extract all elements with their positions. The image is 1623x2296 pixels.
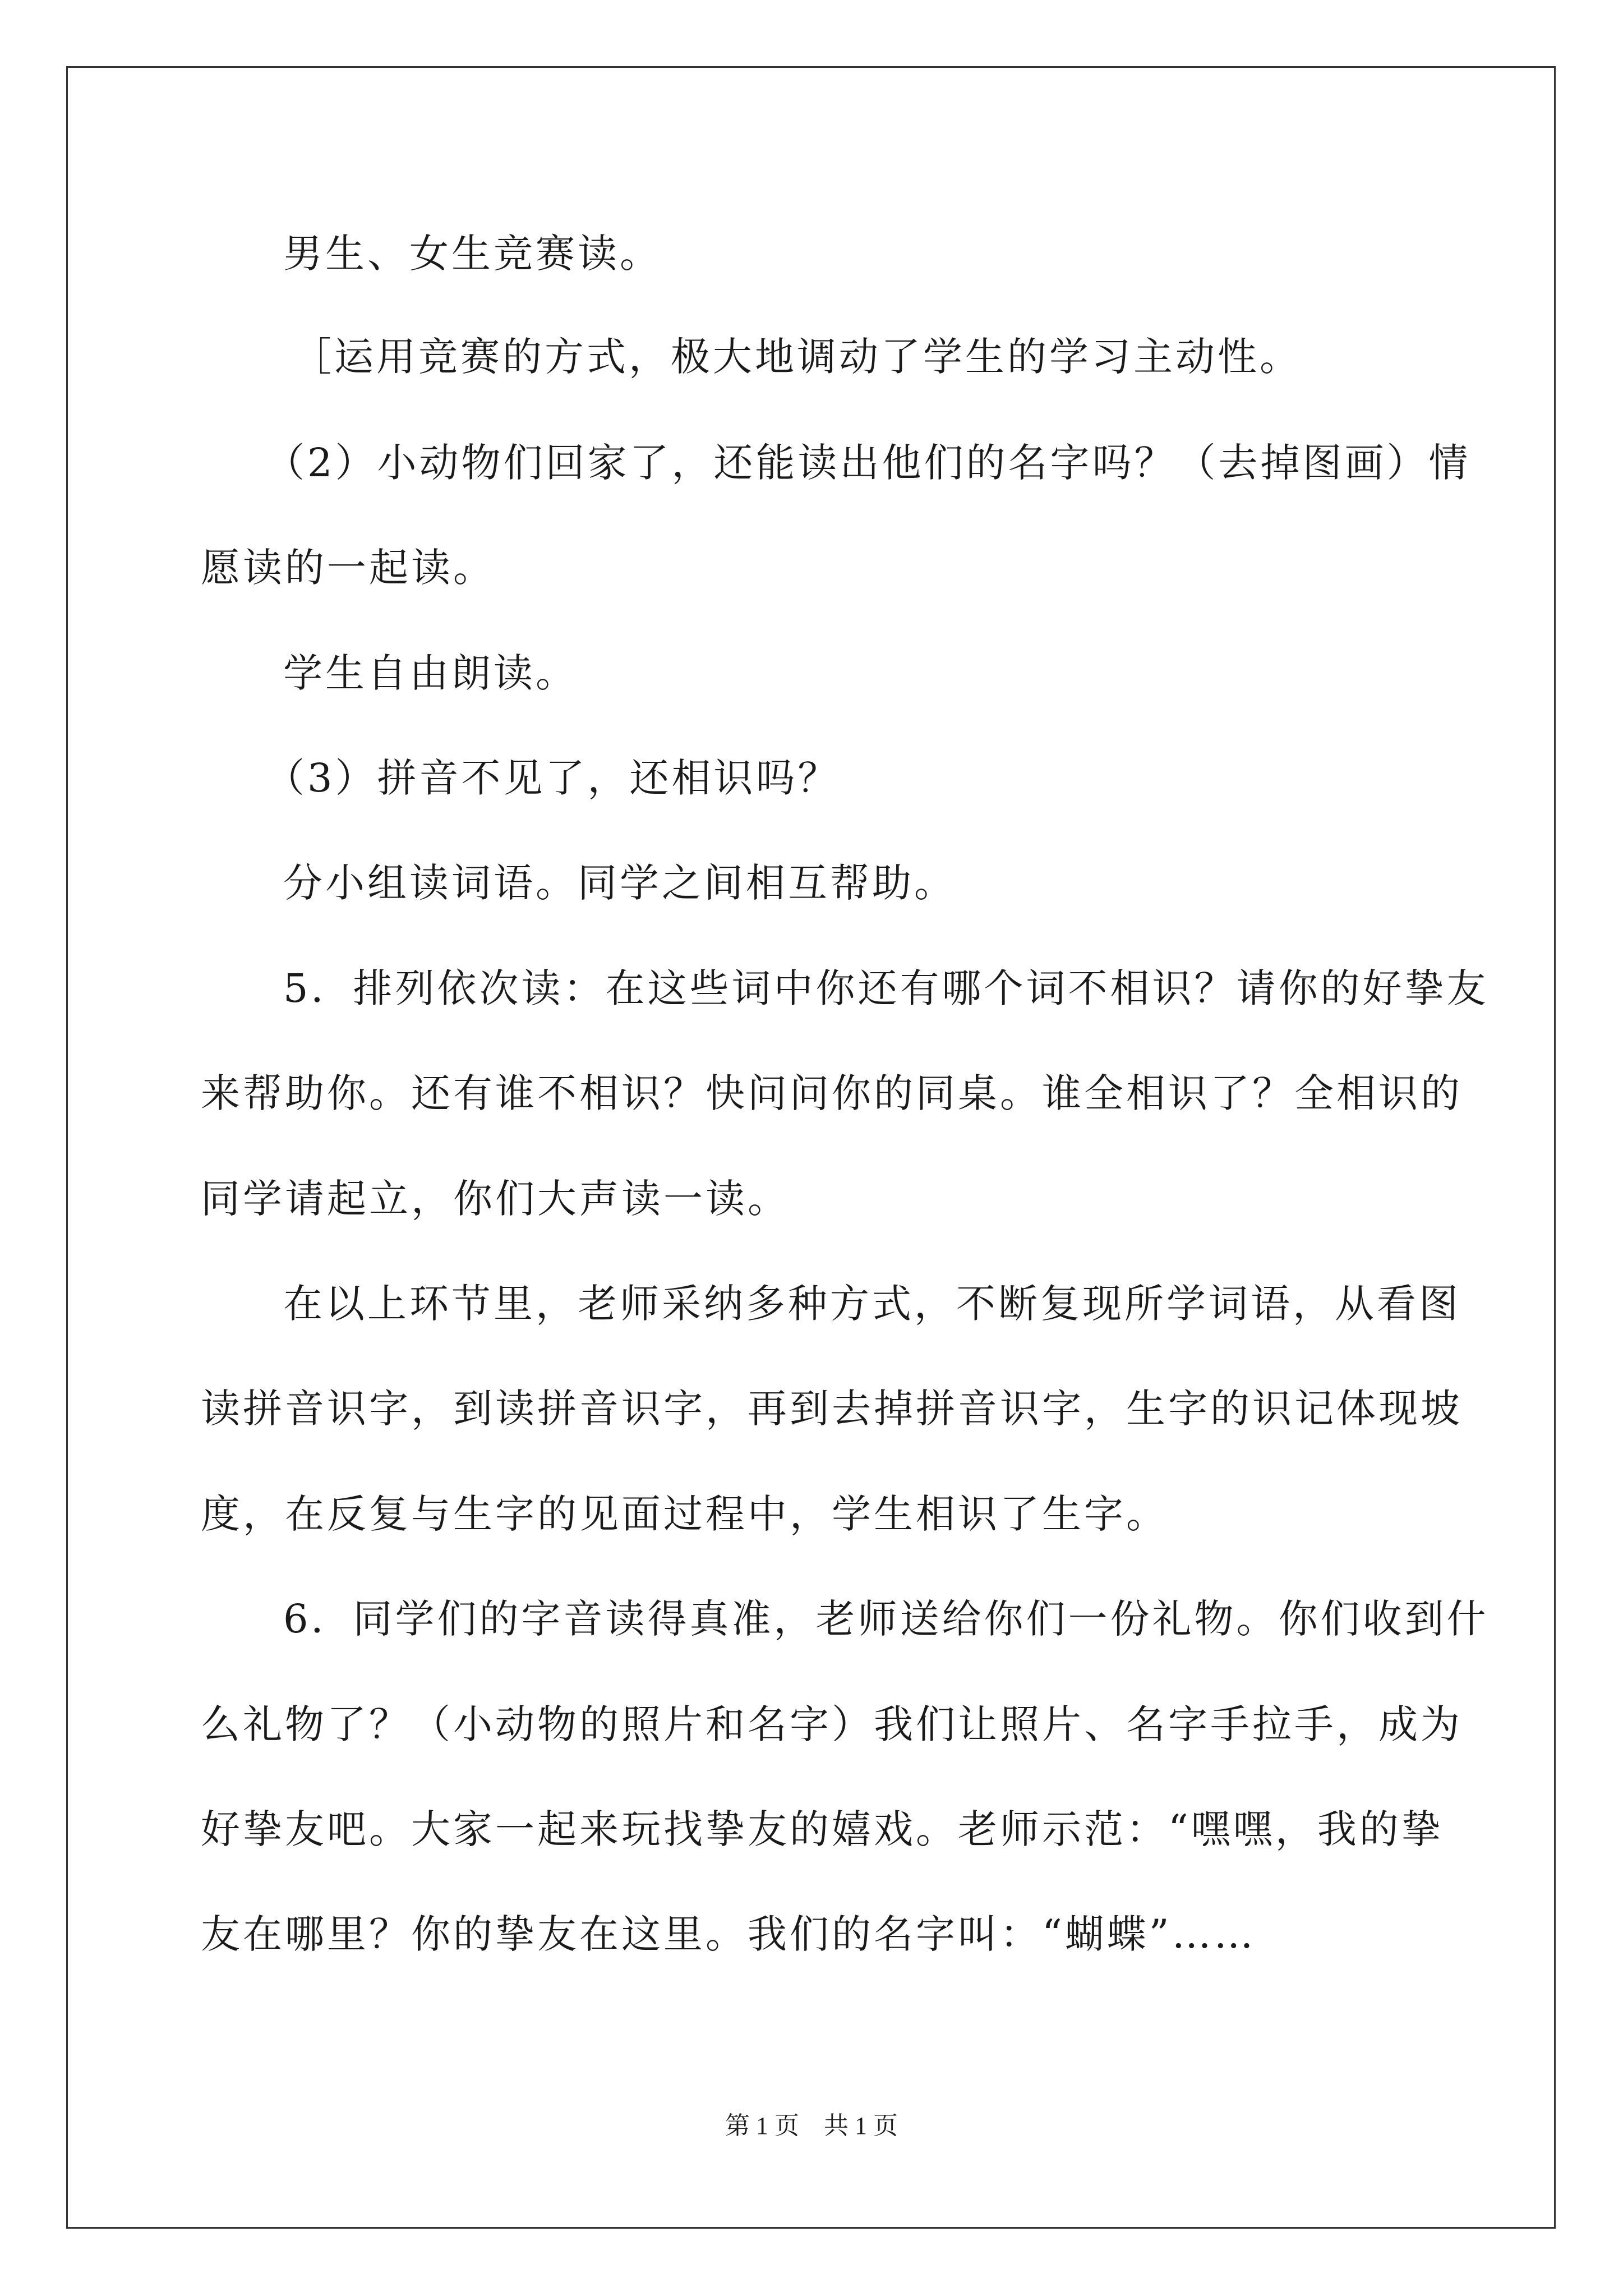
paragraph-line: 5．排列依次读：在这些词中你还有哪个词不相识？请你的好挚友	[283, 965, 1489, 1011]
paragraph-line: 来帮助你。还有谁不相识？快问问你的同桌。谁全相识了？全相识的	[201, 1070, 1463, 1116]
page-border	[66, 66, 1556, 2229]
paragraph-line: （3）拼音不见了，还相识吗？	[265, 755, 840, 801]
paragraph-line: ［运用竞赛的方式，极大地调动了学生的学习主动性。	[292, 334, 1302, 380]
paragraph-line: 分小组读词语。同学之间相互帮助。	[283, 860, 956, 906]
paragraph-line: 么礼物了？（小动物的照片和名字）我们让照片、名字手拉手，成为	[201, 1701, 1463, 1747]
paragraph-line: （2）小动物们回家了，还能读出他们的名字吗？（去掉图画）情	[265, 440, 1471, 486]
paragraph-line: 友在哪里？你的挚友在这里。我们的名字叫：“蝴蝶”……	[201, 1911, 1256, 1957]
page-number-footer: 第 1 页 共 1 页	[725, 2112, 898, 2139]
paragraph-line: 在以上环节里，老师采纳多种方式，不断复现所学词语，从看图	[283, 1281, 1461, 1327]
paragraph-line: 度，在反复与生字的见面过程中，学生相识了生字。	[201, 1491, 1168, 1537]
paragraph-line: 同学请起立，你们大声读一读。	[201, 1176, 790, 1222]
paragraph-line: 学生自由朗读。	[283, 650, 578, 696]
paragraph-line: 读拼音识字，到读拼音识字，再到去掉拼音识字，生字的识记体现坡	[201, 1386, 1463, 1432]
paragraph-line: 6．同学们的字音读得真准，老师送给你们一份礼物。你们收到什	[283, 1596, 1489, 1642]
paragraph-line: 愿读的一起读。	[201, 545, 495, 591]
paragraph-line: 男生、女生竞赛读。	[283, 231, 662, 277]
paragraph-line: 好挚友吧。大家一起来玩找挚友的嬉戏。老师示范：“嘿嘿，我的挚	[201, 1806, 1444, 1852]
